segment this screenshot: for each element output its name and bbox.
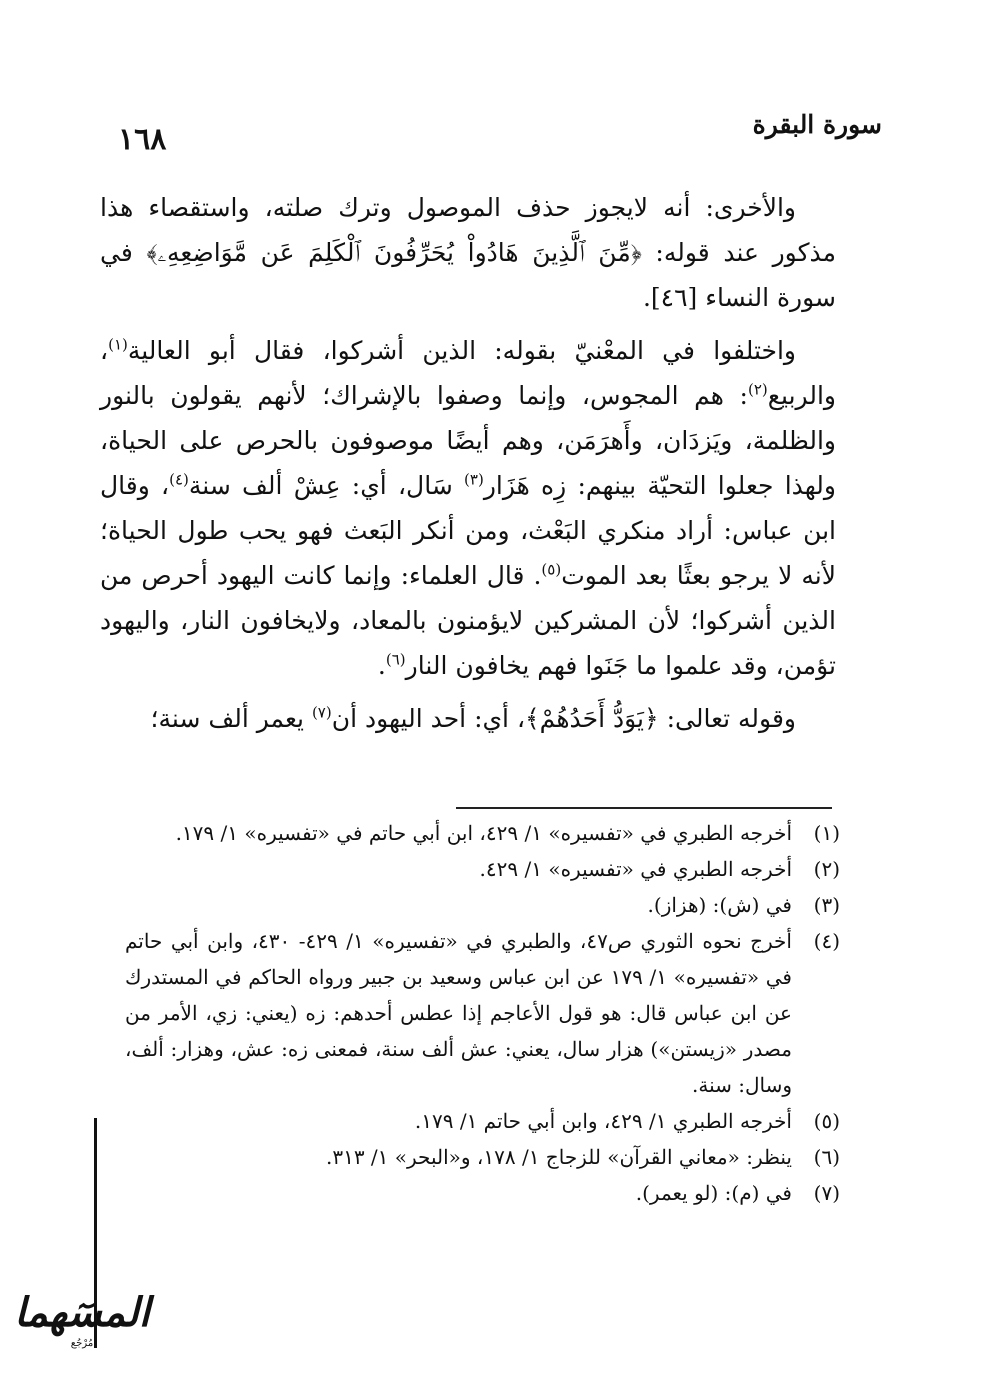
text-span: واختلفوا في المعْنيّ بقوله: الذين أشركوا، فقال أبو العالية xyxy=(127,336,796,365)
footnote xyxy=(125,851,840,887)
footnote-text: أخرجه الطبري في «تفسيره» ١/ ٤٢٩، ابن أبي حاتم في «تفسيره» ١/ ١٧٩. xyxy=(175,821,792,845)
footnote-ref: (٥) xyxy=(541,560,562,579)
logo-main-text: المسٓهما xyxy=(14,1289,150,1336)
text-span: . قال العلماء: وإنما كانت اليهود أحرص من الذين أشركوا؛ لأن المشركين لايؤمنون بالمعاد، ولايخافون النار، واليهود تؤمن، وقد علموا ما جَنَوا فهم يخافون النار xyxy=(100,561,836,680)
footnote-separator xyxy=(456,807,832,809)
quran-verse: ﴿يَوَدُّ أَحَدُهُمْ﴾ xyxy=(525,704,659,733)
text-span: ، والربيع xyxy=(100,336,836,410)
text-span: . xyxy=(377,651,386,680)
footnote-ref: (١) xyxy=(108,335,128,354)
text-span: في سورة النساء [٤٦]. xyxy=(100,238,836,312)
footnote xyxy=(125,923,840,1103)
text-span: سَال، أي: عِشْ ألف سنة xyxy=(188,471,465,500)
text-span: ، وقال ابن عباس: أراد منكري البَعْث، ومن أنكر البَعث فهو يحب طول الحياة؛ لأنه لا يرجو بعثًا بعد الموت xyxy=(100,471,836,590)
footnotes xyxy=(125,815,840,1211)
footnote-number: (٣) xyxy=(813,893,840,917)
footnote xyxy=(125,887,840,923)
footnote-text: في (م): (لو يعمر). xyxy=(635,1181,792,1205)
footnote-text: ينظر: «معاني القرآن» للزجاج ١/ ١٧٨، و«البحر» ١/ ٣١٣. xyxy=(325,1145,792,1169)
page-number: ١٦٨ xyxy=(118,122,167,157)
footnote-text: أخرجه الطبري في «تفسيره» ١/ ٤٢٩. xyxy=(479,857,792,881)
footnote xyxy=(125,1103,840,1139)
footnote xyxy=(125,1139,840,1175)
footnote-ref: (٧) xyxy=(311,703,332,722)
footnote xyxy=(125,1175,840,1211)
footnote-ref: (٤) xyxy=(169,470,189,489)
paragraph-1 xyxy=(100,185,836,320)
footnote-ref: (٣) xyxy=(464,470,484,489)
footnote-number: (٤) xyxy=(813,929,840,953)
text-span: وقوله تعالى: xyxy=(658,704,796,733)
footnote-text: أخرج نحوه الثوري ص٤٧، والطبري في «تفسيره» ١/ ٤٢٩- ٤٣٠، وابن أبي حاتم في «تفسيره» ١/ ١٧٩ عن ابن عباس وسعيد بن جبير ورواه الحاكم في المستدرك عن ابن عباس قال: هو قول الأعاجم إذا عطس أحدهم: زه (يعني: زي، الأمر من مصدر «زيستن») هزار سال، يعني: عش ألف سنة، فمعنى زه: عش، وهزار: ألف، وسال: سنة. xyxy=(125,929,792,1097)
footnote-number: (٥) xyxy=(813,1109,840,1133)
footnote-number: (٧) xyxy=(813,1181,840,1205)
footnote-ref: (٢) xyxy=(747,380,768,399)
surah-title: سورة البقرة xyxy=(752,110,882,139)
footnote-ref: (٦) xyxy=(385,650,406,669)
quran-verse: ﴿مِّنَ ٱلَّذِينَ هَادُواْ يُحَرِّفُونَ ٱلْكَلِمَ عَن مَّوَاضِعِهِۦ﴾ xyxy=(146,238,642,267)
text-span: ، أي: أحد اليهود أن xyxy=(331,704,526,733)
footnote-number: (٦) xyxy=(813,1145,840,1169)
footnote-text: أخرجه الطبري ١/ ٤٢٩، وابن أبي حاتم ١/ ١٧٩. xyxy=(414,1109,792,1133)
paragraph-3 xyxy=(100,696,836,741)
watermark-logo xyxy=(12,1288,152,1360)
logo-sub-text: مُرْجُع xyxy=(70,1338,94,1349)
footnote xyxy=(125,815,840,851)
paragraph-2 xyxy=(100,328,836,688)
text-span: : هم المجوس، وإنما وصفوا بالإشراك؛ لأنهم يقولون بالنور والظلمة، ويَزدَان، وأَهرَمَن، وهم أيضًا موصوفون بالحرص على الحياة، ولهذا جعلوا التحيّة بينهم: زِه هَزَار xyxy=(100,381,836,500)
footnote-text: في (ش): (هزاز). xyxy=(647,893,792,917)
text-span: يعمر ألف سنة؛ xyxy=(150,704,312,733)
page-header xyxy=(100,110,882,156)
main-text xyxy=(100,185,836,749)
footnote-number: (٢) xyxy=(813,857,840,881)
footnote-number: (١) xyxy=(813,821,840,845)
text-span: والأخرى: أنه لايجوز حذف الموصول وترك صلته، واستقصاء هذا مذكور عند قوله: xyxy=(100,193,836,267)
